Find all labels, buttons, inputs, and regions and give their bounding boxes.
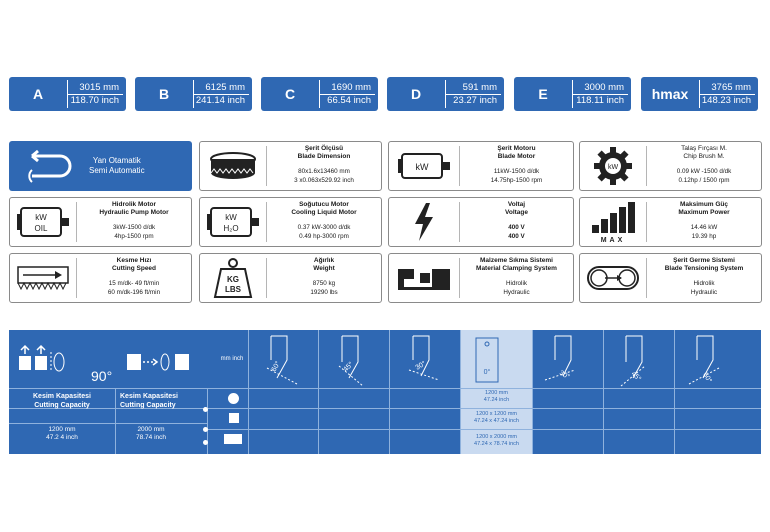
dimension-inch: 66.54 inch [327, 94, 371, 106]
spec-title-en: Blade Tensioning System [664, 265, 744, 272]
blade-icon [200, 146, 267, 186]
angle-90-label: 90° [91, 368, 113, 384]
spec-value-imperial: Hydraulic [503, 289, 530, 296]
spec-value-metric: 11kW-1500 d/dk [493, 168, 540, 175]
left-capacity-mm: 1200 mm [48, 426, 76, 433]
spec-value-metric: 15 m/dk- 49 ft/min [108, 280, 160, 287]
spec-title-tr: Malzeme Sıkma Sistemi [480, 257, 553, 264]
oil-icon-oil: OIL [34, 224, 48, 233]
blade-motor-card [388, 141, 574, 191]
spec-title-en: Blade Motor [497, 153, 536, 160]
spec-value-metric: 400 V [508, 224, 525, 231]
dimension-d [387, 77, 504, 111]
spec-value-metric: 80x1.6x13460 mm [298, 168, 350, 175]
gear-icon [580, 146, 647, 186]
spec-value-metric: 0.09 kW -1500 d/dk [676, 168, 732, 175]
voltage-card [388, 197, 574, 247]
cutting-speed-card [9, 253, 192, 303]
motor-icon-label: kW [415, 162, 429, 172]
round-capacity-mm: 1200 mm [485, 390, 508, 396]
spec-value-imperial: 400 V [508, 233, 525, 240]
spec-value-metric: 8750 kg [312, 280, 336, 287]
right-capacity-mm: 2000 mm [137, 426, 165, 433]
spec-title-tr: Ağırlık [313, 257, 335, 264]
clamping-card [388, 253, 574, 303]
spec-title-tr: Şerit Motoru [497, 145, 536, 152]
angle-diagrams [249, 330, 761, 388]
lightning-icon [389, 202, 460, 242]
weight-icon-kg: KG [227, 275, 239, 284]
oil-icon-kw: kW [35, 213, 47, 222]
dimension-mm: 591 mm [446, 82, 501, 95]
tension-pulley-icon [580, 258, 647, 298]
spec-title-tr: Şerit Ölçüsü [304, 145, 344, 152]
mode-label-en: Semi Automatic [89, 166, 145, 175]
cutting-capacity-table [9, 330, 761, 454]
left-clamp-icon [15, 344, 85, 379]
spec-title-tr: Voltaj [507, 201, 526, 208]
dimension-mm: 3000 mm [573, 82, 628, 95]
capacity-label-en: Cutting Capacity [120, 402, 176, 409]
spec-value-imperial: 0.49 hp-3000 rpm [299, 233, 349, 240]
dimension-letter: D [410, 86, 422, 102]
coolant-icon-h2o: H₂O [223, 224, 239, 233]
row-marker [203, 427, 208, 432]
round-capacity-inch: 47.24 inch [483, 397, 510, 403]
angle-label: 60° [701, 371, 713, 385]
spec-title-en: Blade Dimension [297, 153, 351, 160]
cooling-motor-card [199, 197, 382, 247]
motor-icon [389, 146, 460, 186]
angle-label: 45° [342, 360, 355, 374]
capacity-label-tr: Kesim Kapasitesi [33, 393, 91, 400]
dimension-letter: B [158, 86, 170, 102]
spec-title-tr: Kesme Hızı [116, 257, 152, 264]
dimension-c [261, 77, 378, 111]
spec-title-en: Material Clamping System [476, 265, 557, 272]
spec-value-imperial: 3 x0.063x529.92 inch [294, 177, 354, 184]
dimension-letter: E [538, 86, 548, 102]
right-capacity-inch: 78.74 inch [136, 434, 166, 441]
square-capacity-mm: 1200 x 1200 mm [476, 411, 517, 417]
rectangle-stock-icon [224, 434, 242, 444]
max-power-card [579, 197, 762, 247]
spec-title-tr: Şerit Germe Sistemi [673, 257, 735, 264]
units-label: mm inch [220, 356, 244, 362]
spec-value-metric: 3kW-1500 d/dk [112, 224, 156, 231]
semi-automatic-banner [9, 141, 192, 191]
dimension-e [514, 77, 631, 111]
spec-title-tr: Maksimum Güç [679, 201, 729, 208]
left-capacity-inch: 47.2 4 inch [46, 434, 78, 441]
spec-value-metric: 0.37 kW-3000 d/dk [297, 224, 351, 231]
dimension-letter: A [32, 86, 44, 102]
vise-icon [389, 258, 460, 298]
coolant-motor-icon [200, 202, 267, 242]
spec-value-imperial: 19.39 hp [691, 233, 717, 240]
spec-title-en: Voltage [505, 209, 528, 216]
dimension-letter: hmax [651, 86, 689, 102]
row-marker [203, 407, 208, 412]
spec-title-en: Chip Brush M. [683, 153, 725, 160]
dimension-hmax [641, 77, 758, 111]
spec-value-imperial: 60 m/dk-196 ft/min [107, 289, 161, 296]
spec-value-metric: Hidrolik [506, 280, 527, 287]
rect-capacity-mm: 1200 x 2000 mm [476, 434, 517, 440]
rect-capacity-inch: 47.24 x 78.74 inch [474, 441, 519, 447]
row-separator [9, 388, 761, 389]
spec-value-imperial: 19290 lbs [310, 289, 338, 296]
dimension-letter: C [284, 86, 296, 102]
chip-brush-card [579, 141, 762, 191]
dimension-inch: 241.14 inch [195, 94, 245, 106]
mode-label-tr: Yan Otamatik [92, 156, 141, 165]
cycle-arrows-icon [9, 146, 89, 186]
spec-value-imperial: 4hp-1500 rpm [114, 233, 154, 240]
row-separator [461, 429, 532, 430]
angle-label: 30° [558, 369, 571, 382]
dimension-mm: 1690 mm [320, 82, 375, 95]
oil-motor-icon [10, 202, 77, 242]
gear-icon-label: kW [607, 164, 619, 171]
tension-card [579, 253, 762, 303]
hydraulic-motor-card [9, 197, 192, 247]
spec-title-tr: Talaş Fırçası M. [681, 145, 727, 152]
spec-value-imperial: 14.75hp-1500 rpm [490, 177, 543, 184]
round-stock-icon [228, 393, 239, 404]
dimension-mm: 6125 mm [194, 82, 249, 95]
right-clamp-icon [123, 348, 203, 379]
row-separator [461, 388, 532, 389]
capacity-label-en: Cutting Capacity [34, 402, 90, 409]
spec-title-en: Weight [313, 265, 335, 272]
spec-title-en: Hydraulic Pump Motor [99, 209, 169, 216]
dimension-mm: 3015 mm [68, 82, 123, 95]
angle-label: 30° [414, 360, 428, 372]
spec-value-metric: 14.46 kW [690, 224, 718, 231]
dimension-mm: 3765 mm [700, 82, 755, 95]
angle-label: 45° [629, 370, 643, 383]
dimension-b [135, 77, 252, 111]
weight-icon [200, 258, 267, 298]
spec-title-en: Cutting Speed [111, 265, 157, 272]
dimension-inch: 148.23 inch [701, 94, 751, 106]
blade-dimension-card [199, 141, 382, 191]
angle-label: 0° [483, 369, 491, 376]
dimension-a [9, 77, 126, 111]
square-capacity-inch: 47.24 x 47.24 inch [474, 418, 519, 424]
spec-value-imperial: Hydraulic [690, 289, 718, 296]
spec-title-tr: Soğutucu Motor [299, 201, 349, 208]
square-stock-icon [229, 413, 239, 423]
spec-title-tr: Hidrolik Motor [111, 201, 157, 208]
spec-title-en: Maximum Power [678, 209, 730, 216]
spec-value-imperial: 0.12hp / 1500 rpm [678, 177, 730, 184]
speed-arrow-icon [10, 258, 77, 298]
power-icon-label: MAX [600, 237, 626, 243]
dimension-inch: 23.27 inch [453, 94, 497, 106]
power-bars-icon [580, 202, 647, 242]
dimension-inch: 118.70 inch [70, 94, 119, 106]
weight-icon-lbs: LBS [225, 285, 241, 294]
weight-card [199, 253, 382, 303]
coolant-icon-kw: kW [225, 213, 237, 222]
row-marker [203, 440, 208, 445]
angle-label: 60° [270, 360, 283, 373]
row-separator [461, 408, 532, 409]
capacity-label-tr: Kesim Kapasitesi [120, 393, 178, 400]
spec-title-en: Cooling Liquid Motor [291, 209, 357, 216]
spec-value-metric: Hidrolik [693, 280, 715, 287]
row-separator [9, 423, 207, 424]
dimension-inch: 118.11 inch [576, 94, 624, 106]
